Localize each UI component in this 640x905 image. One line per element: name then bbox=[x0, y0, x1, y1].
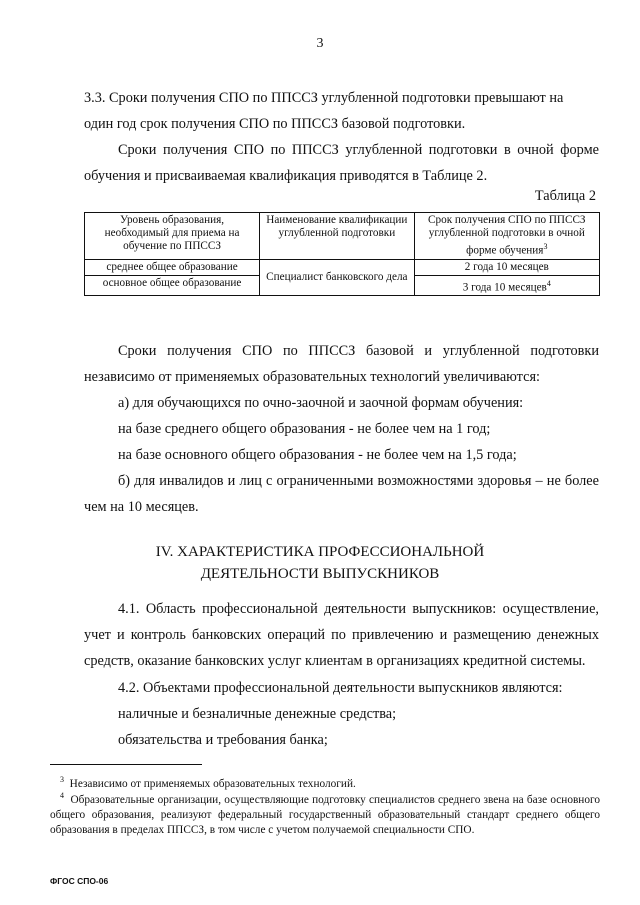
document-footer: ФГОС СПО-06 bbox=[50, 876, 109, 886]
footnote-3-text: Независимо от применяемых образовательных технологий. bbox=[69, 777, 356, 790]
footnote-4-mark: 4 bbox=[60, 791, 64, 800]
header-education-level: Уровень образования, необходимый для приема на обучение по ППССЗ bbox=[85, 213, 260, 260]
page-number: 3 bbox=[316, 36, 324, 51]
header-qualification: Наименование квалификации углубленной подготовки bbox=[260, 213, 415, 260]
section-heading-line-1: IV. ХАРАКТЕРИСТИКА ПРОФЕССИОНАЛЬНОЙ bbox=[155, 544, 485, 560]
cell-term-secondary bbox=[414, 259, 599, 275]
term-basic-text: 3 года 10 месяцев bbox=[462, 281, 547, 294]
list-item-4-2-a: наличные и безналичные денежные средства; bbox=[118, 706, 397, 722]
table-caption: Таблица 2 bbox=[534, 188, 596, 204]
section-heading bbox=[0, 541, 640, 585]
term-secondary-text: 2 года 10 месяцев bbox=[464, 260, 549, 273]
footnote-4-text: Образовательные организации, осуществляющие подготовку специалистов среднего звена на базе основного общего образования, реализуют федеральный государственный образовательный стандарт среднего общего образования в пределах ППССЗ, в том числе с учетом получаемой специальности СПО. bbox=[50, 793, 600, 836]
header-term-text: Срок получения СПО по ППССЗ углубленной подготовки в очной форме обучения bbox=[428, 214, 586, 257]
header-term bbox=[414, 213, 599, 260]
cell-term-basic bbox=[414, 275, 599, 296]
cell-level-basic: основное общее образование bbox=[85, 275, 260, 296]
footnote-ref-3: 3 bbox=[543, 242, 548, 251]
table-row bbox=[85, 259, 600, 275]
paragraph-3-3-line-2: один год срок получения СПО по ППССЗ базовой подготовки. bbox=[84, 116, 466, 132]
cell-level-secondary: среднее общее образование bbox=[85, 259, 260, 275]
paragraph-3-3-line-1 bbox=[84, 85, 599, 111]
list-item-a-1: на базе среднего общего образования - не более чем на 1 год; bbox=[118, 421, 491, 437]
qualification-table bbox=[84, 212, 600, 296]
list-item-a: а) для обучающихся по очно-заочной и заочной формам обучения: bbox=[118, 395, 524, 411]
paragraph-3-3-text-1: 3.3. Сроки получения СПО по ППССЗ углубленной подготовки превышают на bbox=[84, 90, 564, 106]
paragraph-terms-intro: Сроки получения СПО по ППССЗ углубленной подготовки в очной форме обучения и присваиваемая квалификация приводятся в Таблице 2. bbox=[84, 142, 599, 184]
paragraph-term-increase: Сроки получения СПО по ППССЗ базовой и углубленной подготовки независимо от применяемых образовательных технологий увеличиваются: bbox=[84, 343, 599, 385]
paragraph-4-1: 4.1. Область профессиональной деятельности выпускников: осуществление, учет и контроль банковских операций по привлечению и размещению денежных средств, оказание банковских услуг клиентам в организациях кредитной системы. bbox=[84, 601, 599, 669]
section-heading-line-2: ДЕЯТЕЛЬНОСТИ ВЫПУСКНИКОВ bbox=[200, 566, 440, 582]
paragraph-4-2: 4.2. Объектами профессиональной деятельности выпускников являются: bbox=[118, 680, 563, 696]
footnote-ref-4: 4 bbox=[546, 278, 551, 288]
cell-qualification: Специалист банковского дела bbox=[260, 259, 415, 296]
table-header-row bbox=[85, 213, 600, 260]
list-item-b: б) для инвалидов и лиц с ограниченными возможностями здоровья – не более чем на 10 месяцев. bbox=[84, 473, 599, 515]
list-item-4-2-b: обязательства и требования банка; bbox=[118, 732, 328, 748]
footnote-3-mark: 3 bbox=[60, 775, 64, 784]
footnote-separator bbox=[50, 764, 202, 765]
footnote-4 bbox=[50, 788, 600, 838]
list-item-a-2: на базе основного общего образования - не более чем на 1,5 года; bbox=[118, 447, 517, 463]
